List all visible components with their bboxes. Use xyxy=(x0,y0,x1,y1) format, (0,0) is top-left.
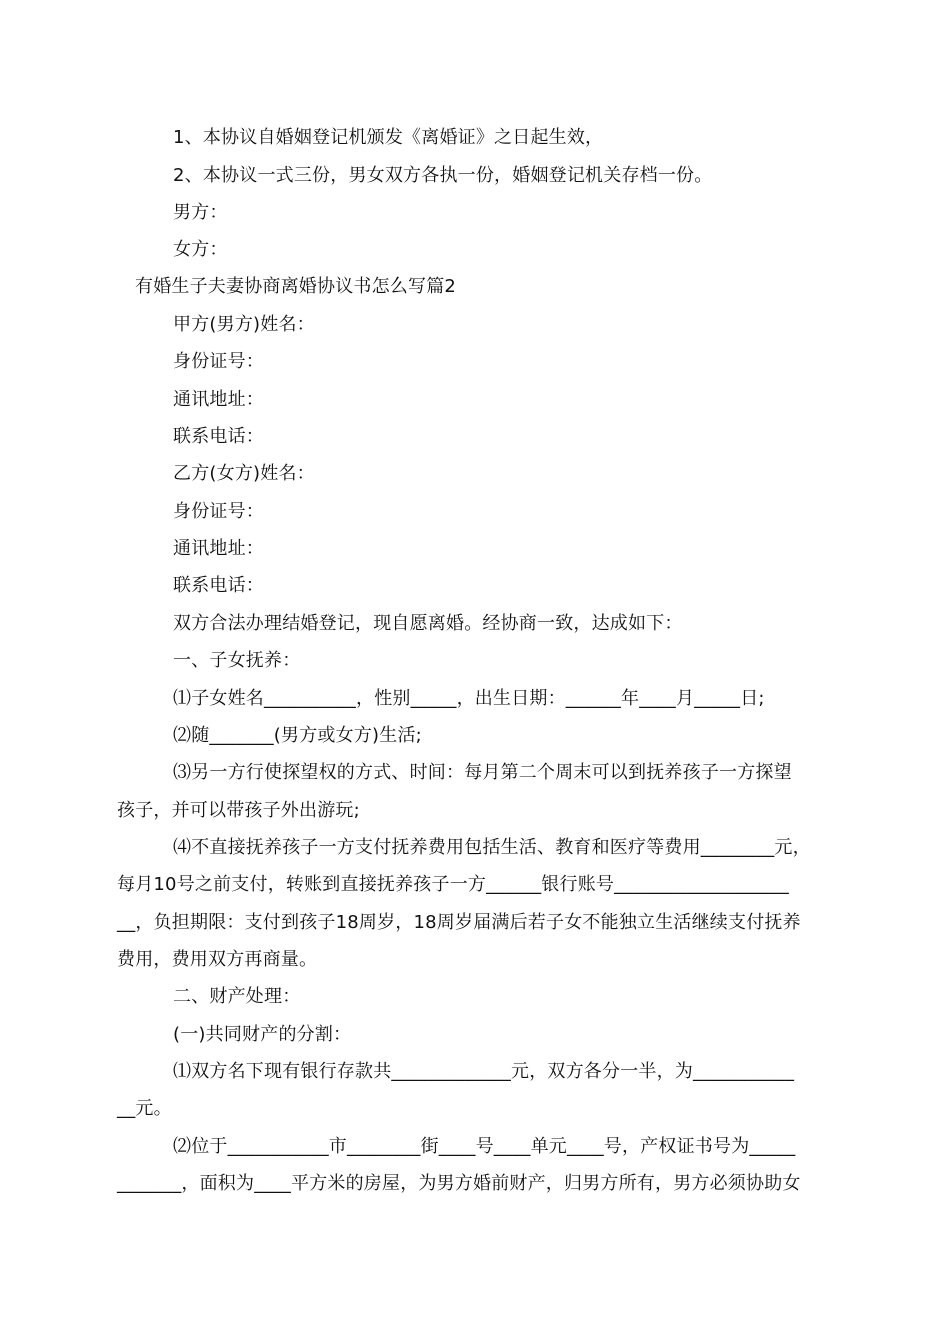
heading-joint-property: (一)共同财产的分割： xyxy=(173,1024,352,1045)
party-b-name-label: 乙方(女方)姓名： xyxy=(173,463,315,484)
visitation-line-2: 孩子，并可以带孩子外出游玩; xyxy=(117,800,360,821)
party-b-address-label: 通讯地址： xyxy=(173,538,264,559)
house-line-2: _______，面积为____平方米的房屋，为男方婚前财产，归男方所有，男方必须协助女 xyxy=(117,1173,801,1194)
deposit-line-1: ⑴双方名下现有银行存款共_____________元，双方各分一半，为___________ xyxy=(173,1061,795,1082)
clause-copies: 2、本协议一式三份，男女双方各执一份，婚姻登记机关存档一份。 xyxy=(173,165,713,186)
party-a-phone-label: 联系电话： xyxy=(173,426,264,447)
party-a-id-label: 身份证号： xyxy=(173,351,264,372)
party-a-name-label: 甲方(男方)姓名： xyxy=(173,314,315,335)
child-info-line: ⑴子女姓名__________，性别_____，出生日期：______年____月_____日; xyxy=(173,688,765,709)
house-line-1: ⑵位于___________市________街____号____单元____号，产权证书号为_____ xyxy=(173,1136,796,1157)
heading-child-custody: 一、子女抚养： xyxy=(173,650,301,671)
party-b-id-label: 身份证号： xyxy=(173,501,264,522)
support-line-3: __，负担期限：支付到孩子18周岁，18周岁届满后若子女不能独立生活继续支付抚养 xyxy=(117,912,801,933)
female-signature-label: 女方： xyxy=(173,239,228,260)
party-a-address-label: 通讯地址： xyxy=(173,389,264,410)
support-line-4: 费用，费用双方再商量。 xyxy=(117,949,318,970)
section-title: 有婚生子夫妻协商离婚协议书怎么写篇2 xyxy=(135,276,457,297)
support-line-1: ⑷不直接抚养孩子一方支付抚养费用包括生活、教育和医疗等费用________元， xyxy=(173,837,811,858)
support-line-2: 每月10号之前支付，转账到直接抚养孩子一方______银行账号___________________ xyxy=(117,874,789,895)
visitation-line-1: ⑶另一方行使探望权的方式、时间：每月第二个周末可以到抚养孩子一方探望 xyxy=(173,762,792,783)
heading-property: 二、财产处理： xyxy=(173,986,301,1007)
agreement-intro: 双方合法办理结婚登记，现自愿离婚。经协商一致，达成如下： xyxy=(173,613,683,634)
child-residence-line: ⑵随_______(男方或女方)生活; xyxy=(173,725,422,746)
deposit-line-2: __元。 xyxy=(117,1098,172,1119)
male-signature-label: 男方： xyxy=(173,202,228,223)
party-b-phone-label: 联系电话： xyxy=(173,575,264,596)
clause-effective-date: 1、本协议自婚姻登记机颁发《离婚证》之日起生效， xyxy=(173,127,604,148)
